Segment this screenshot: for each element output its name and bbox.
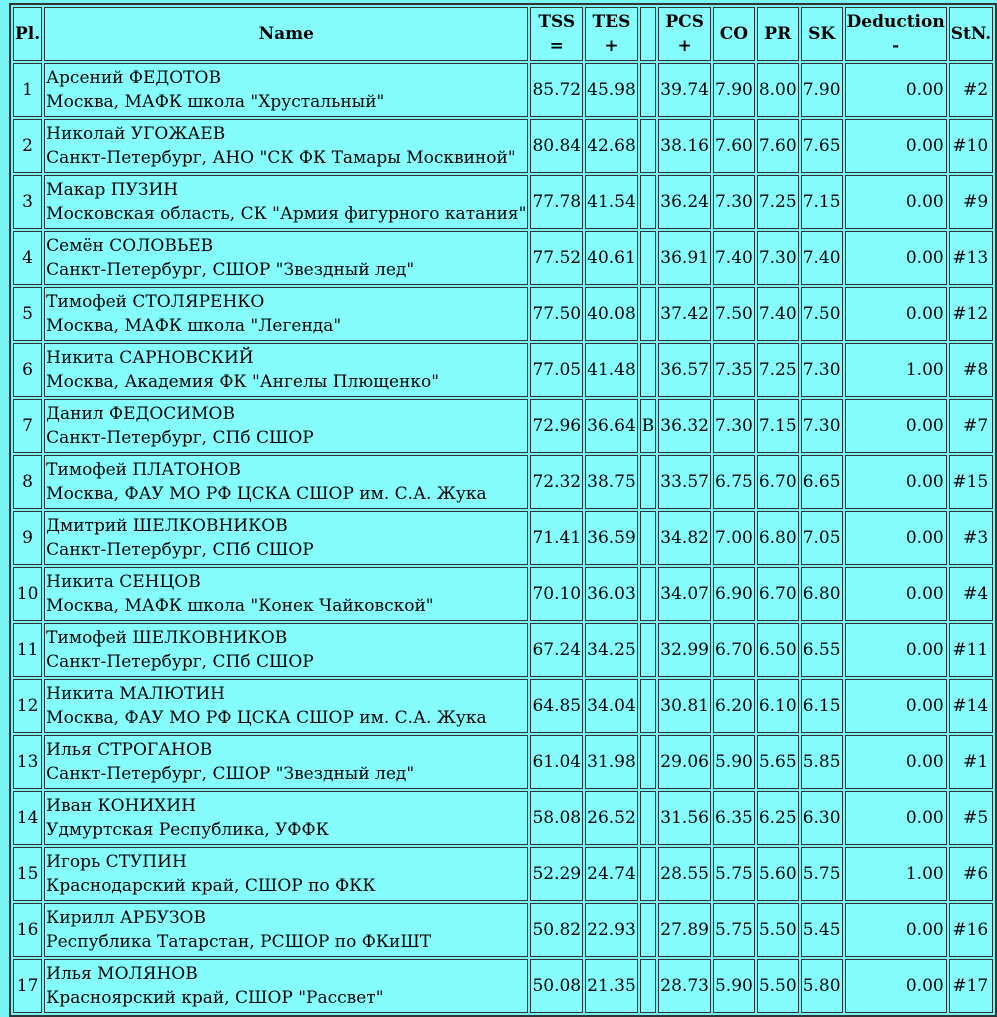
name-cell (44, 343, 528, 397)
header-name: Name (44, 7, 528, 61)
tss-cell: 77.52 (530, 231, 583, 285)
pcs-cell: 31.56 (658, 791, 711, 845)
element-flag-cell (640, 735, 657, 789)
skater-club: Красноярский край, СШОР "Рассвет" (46, 988, 384, 1008)
element-flag-cell (640, 175, 657, 229)
skater-name: Иван КОНИХИН (46, 796, 196, 816)
start-number-cell: #3 (949, 511, 994, 565)
deduction-cell: 0.00 (845, 735, 947, 789)
sk-cell: 6.80 (801, 567, 843, 621)
deduction-cell: 0.00 (845, 679, 947, 733)
element-flag-cell (640, 903, 657, 957)
place-cell: 4 (13, 231, 42, 285)
start-number-cell: #11 (949, 623, 994, 677)
skater-club: Москва, Академия ФК "Ангелы Плющенко" (46, 372, 440, 392)
pcs-cell: 33.57 (658, 455, 711, 509)
skater-club: Московская область, СК "Армия фигурного катания" (46, 204, 527, 224)
place-cell: 10 (13, 567, 42, 621)
sk-cell: 7.40 (801, 231, 843, 285)
skater-name: Арсений ФЕДОТОВ (46, 68, 221, 88)
name-cell (44, 455, 528, 509)
pr-cell: 6.25 (757, 791, 799, 845)
skater-club: Москва, ФАУ МО РФ ЦСКА СШОР им. С.А. Жука (46, 484, 487, 504)
tss-cell: 72.96 (530, 399, 583, 453)
pr-cell: 6.70 (757, 567, 799, 621)
sk-cell: 7.30 (801, 343, 843, 397)
skater-name: Данил ФЕДОСИМОВ (46, 404, 235, 424)
deduction-cell: 0.00 (845, 119, 947, 173)
place-cell: 12 (13, 679, 42, 733)
skater-club: Краснодарский край, СШОР по ФКК (46, 876, 376, 896)
header-place: Pl. (13, 7, 42, 61)
table-row (13, 399, 993, 453)
pcs-cell: 36.32 (658, 399, 711, 453)
start-number-cell: #2 (949, 63, 994, 117)
header-pcs-sub: + (677, 36, 692, 56)
header-co: CO (713, 7, 755, 61)
table-row (13, 63, 993, 117)
tss-cell: 72.32 (530, 455, 583, 509)
name-cell (44, 63, 528, 117)
name-cell (44, 847, 528, 901)
tss-cell: 85.72 (530, 63, 583, 117)
tss-cell: 61.04 (530, 735, 583, 789)
skater-name: Никита МАЛЮТИН (46, 684, 225, 704)
name-cell (44, 903, 528, 957)
header-row (13, 7, 993, 61)
tes-cell: 34.25 (585, 623, 638, 677)
element-flag-cell: B (640, 399, 657, 453)
tss-cell: 50.82 (530, 903, 583, 957)
start-number-cell: #5 (949, 791, 994, 845)
tss-cell: 58.08 (530, 791, 583, 845)
place-cell: 16 (13, 903, 42, 957)
pcs-cell: 36.57 (658, 343, 711, 397)
pr-cell: 6.70 (757, 455, 799, 509)
tss-cell: 77.05 (530, 343, 583, 397)
tes-cell: 42.68 (585, 119, 638, 173)
name-cell (44, 287, 528, 341)
tes-cell: 38.75 (585, 455, 638, 509)
results-table (9, 3, 997, 1017)
tes-cell: 40.08 (585, 287, 638, 341)
co-cell: 6.35 (713, 791, 755, 845)
sk-cell: 6.30 (801, 791, 843, 845)
pcs-cell: 37.42 (658, 287, 711, 341)
deduction-cell: 0.00 (845, 903, 947, 957)
header-tes-label: TES (592, 12, 631, 32)
tes-cell: 26.52 (585, 791, 638, 845)
skater-club: Санкт-Петербург, СПб СШОР (46, 428, 314, 448)
skater-club: Москва, ФАУ МО РФ ЦСКА СШОР им. С.А. Жука (46, 708, 487, 728)
header-deduction (845, 7, 947, 61)
start-number-cell: #10 (949, 119, 994, 173)
tss-cell: 70.10 (530, 567, 583, 621)
sk-cell: 7.90 (801, 63, 843, 117)
name-cell (44, 679, 528, 733)
start-number-cell: #16 (949, 903, 994, 957)
name-cell (44, 399, 528, 453)
deduction-cell: 0.00 (845, 959, 947, 1013)
tss-cell: 80.84 (530, 119, 583, 173)
sk-cell: 7.05 (801, 511, 843, 565)
deduction-cell: 1.00 (845, 343, 947, 397)
skater-name: Илья МОЛЯНОВ (46, 964, 198, 984)
table-row (13, 903, 993, 957)
sk-cell: 6.15 (801, 679, 843, 733)
place-cell: 1 (13, 63, 42, 117)
co-cell: 6.70 (713, 623, 755, 677)
element-flag-cell (640, 959, 657, 1013)
tss-cell: 50.08 (530, 959, 583, 1013)
skater-club: Санкт-Петербург, СШОР "Звездный лед" (46, 764, 415, 784)
element-flag-cell (640, 847, 657, 901)
skater-name: Тимофей ПЛАТОНОВ (46, 460, 241, 480)
element-flag-cell (640, 679, 657, 733)
header-tss-label: TSS (538, 12, 576, 32)
sk-cell: 5.80 (801, 959, 843, 1013)
pcs-cell: 34.82 (658, 511, 711, 565)
co-cell: 5.90 (713, 959, 755, 1013)
start-number-cell: #4 (949, 567, 994, 621)
pcs-cell: 36.24 (658, 175, 711, 229)
deduction-cell: 0.00 (845, 791, 947, 845)
co-cell: 7.30 (713, 399, 755, 453)
header-stn: StN. (949, 7, 994, 61)
pr-cell: 5.65 (757, 735, 799, 789)
co-cell: 7.90 (713, 63, 755, 117)
table-row (13, 287, 993, 341)
pr-cell: 7.25 (757, 175, 799, 229)
element-flag-cell (640, 119, 657, 173)
element-flag-cell (640, 511, 657, 565)
results-body (13, 63, 993, 1013)
skater-name: Никита СЕНЦОВ (46, 572, 201, 592)
start-number-cell: #8 (949, 343, 994, 397)
deduction-cell: 0.00 (845, 63, 947, 117)
co-cell: 7.40 (713, 231, 755, 285)
name-cell (44, 623, 528, 677)
table-row (13, 455, 993, 509)
co-cell: 7.00 (713, 511, 755, 565)
tss-cell: 77.50 (530, 287, 583, 341)
pcs-cell: 39.74 (658, 63, 711, 117)
tes-cell: 34.04 (585, 679, 638, 733)
name-cell (44, 511, 528, 565)
table-row (13, 623, 993, 677)
sk-cell: 6.55 (801, 623, 843, 677)
sk-cell: 7.30 (801, 399, 843, 453)
tes-cell: 45.98 (585, 63, 638, 117)
table-row (13, 847, 993, 901)
deduction-cell: 0.00 (845, 455, 947, 509)
place-cell: 2 (13, 119, 42, 173)
pcs-cell: 34.07 (658, 567, 711, 621)
header-pr: PR (757, 7, 799, 61)
start-number-cell: #14 (949, 679, 994, 733)
element-flag-cell (640, 455, 657, 509)
name-cell (44, 567, 528, 621)
start-number-cell: #15 (949, 455, 994, 509)
place-cell: 6 (13, 343, 42, 397)
sk-cell: 5.85 (801, 735, 843, 789)
place-cell: 3 (13, 175, 42, 229)
sk-cell: 7.65 (801, 119, 843, 173)
table-row (13, 791, 993, 845)
table-row (13, 567, 993, 621)
tes-cell: 21.35 (585, 959, 638, 1013)
pcs-cell: 28.73 (658, 959, 711, 1013)
skater-name: Макар ПУЗИН (46, 180, 179, 200)
skater-name: Илья СТРОГАНОВ (46, 740, 213, 760)
name-cell (44, 119, 528, 173)
skater-name: Никита САРНОВСКИЙ (46, 348, 254, 368)
pr-cell: 7.15 (757, 399, 799, 453)
element-flag-cell (640, 343, 657, 397)
pr-cell: 6.50 (757, 623, 799, 677)
pr-cell: 5.50 (757, 959, 799, 1013)
co-cell: 6.90 (713, 567, 755, 621)
sk-cell: 6.65 (801, 455, 843, 509)
tes-cell: 41.54 (585, 175, 638, 229)
co-cell: 5.75 (713, 903, 755, 957)
tes-cell: 41.48 (585, 343, 638, 397)
table-row (13, 735, 993, 789)
skater-club: Санкт-Петербург, АНО "СК ФК Тамары Москвиной" (46, 148, 516, 168)
header-tss-sub: = (549, 36, 564, 56)
table-row (13, 679, 993, 733)
header-pcs-label: PCS (665, 12, 704, 32)
start-number-cell: #7 (949, 399, 994, 453)
pcs-cell: 27.89 (658, 903, 711, 957)
tes-cell: 24.74 (585, 847, 638, 901)
pr-cell: 6.80 (757, 511, 799, 565)
co-cell: 6.20 (713, 679, 755, 733)
name-cell (44, 735, 528, 789)
pcs-cell: 30.81 (658, 679, 711, 733)
deduction-cell: 0.00 (845, 511, 947, 565)
header-element-flag (640, 7, 657, 61)
deduction-cell: 0.00 (845, 231, 947, 285)
place-cell: 15 (13, 847, 42, 901)
element-flag-cell (640, 287, 657, 341)
pcs-cell: 28.55 (658, 847, 711, 901)
co-cell: 7.30 (713, 175, 755, 229)
pr-cell: 6.10 (757, 679, 799, 733)
skater-club: Санкт-Петербург, СШОР "Звездный лед" (46, 260, 415, 280)
tes-cell: 22.93 (585, 903, 638, 957)
place-cell: 8 (13, 455, 42, 509)
skater-name: Дмитрий ШЕЛКОВНИКОВ (46, 516, 288, 536)
pcs-cell: 29.06 (658, 735, 711, 789)
pr-cell: 8.00 (757, 63, 799, 117)
deduction-cell: 0.00 (845, 567, 947, 621)
skater-name: Семён СОЛОВЬЕВ (46, 236, 214, 256)
tss-cell: 52.29 (530, 847, 583, 901)
co-cell: 7.60 (713, 119, 755, 173)
table-row (13, 343, 993, 397)
place-cell: 5 (13, 287, 42, 341)
header-tes-sub: + (604, 36, 619, 56)
skater-name: Тимофей ШЕЛКОВНИКОВ (46, 628, 288, 648)
skater-club: Москва, МАФК школа "Конек Чайковской" (46, 596, 434, 616)
pr-cell: 7.25 (757, 343, 799, 397)
table-row (13, 959, 993, 1013)
tss-cell: 64.85 (530, 679, 583, 733)
pr-cell: 7.30 (757, 231, 799, 285)
deduction-cell: 0.00 (845, 623, 947, 677)
pcs-cell: 38.16 (658, 119, 711, 173)
header-pcs (658, 7, 711, 61)
co-cell: 5.75 (713, 847, 755, 901)
co-cell: 7.50 (713, 287, 755, 341)
sk-cell: 7.15 (801, 175, 843, 229)
table-row (13, 175, 993, 229)
element-flag-cell (640, 791, 657, 845)
skater-club: Республика Татарстан, РСШОР по ФКиШТ (46, 932, 432, 952)
place-cell: 7 (13, 399, 42, 453)
pcs-cell: 36.91 (658, 231, 711, 285)
name-cell (44, 791, 528, 845)
place-cell: 17 (13, 959, 42, 1013)
deduction-cell: 0.00 (845, 175, 947, 229)
pr-cell: 7.40 (757, 287, 799, 341)
skater-name: Николай УГОЖАЕВ (46, 124, 226, 144)
header-deduction-sub: - (892, 36, 900, 56)
header-tss (530, 7, 583, 61)
name-cell (44, 175, 528, 229)
element-flag-cell (640, 231, 657, 285)
element-flag-cell (640, 623, 657, 677)
deduction-cell: 0.00 (845, 399, 947, 453)
co-cell: 5.90 (713, 735, 755, 789)
pr-cell: 7.60 (757, 119, 799, 173)
table-row (13, 119, 993, 173)
element-flag-cell (640, 567, 657, 621)
pcs-cell: 32.99 (658, 623, 711, 677)
tes-cell: 40.61 (585, 231, 638, 285)
start-number-cell: #17 (949, 959, 994, 1013)
skater-name: Игорь СТУПИН (46, 852, 187, 872)
place-cell: 11 (13, 623, 42, 677)
tss-cell: 71.41 (530, 511, 583, 565)
co-cell: 6.75 (713, 455, 755, 509)
tes-cell: 36.03 (585, 567, 638, 621)
skater-club: Санкт-Петербург, СПб СШОР (46, 652, 314, 672)
co-cell: 7.35 (713, 343, 755, 397)
skater-club: Санкт-Петербург, СПб СШОР (46, 540, 314, 560)
tss-cell: 67.24 (530, 623, 583, 677)
place-cell: 9 (13, 511, 42, 565)
tss-cell: 77.78 (530, 175, 583, 229)
table-row (13, 511, 993, 565)
header-sk: SK (801, 7, 843, 61)
tes-cell: 31.98 (585, 735, 638, 789)
name-cell (44, 231, 528, 285)
sk-cell: 5.45 (801, 903, 843, 957)
start-number-cell: #12 (949, 287, 994, 341)
pr-cell: 5.60 (757, 847, 799, 901)
sk-cell: 7.50 (801, 287, 843, 341)
skater-name: Тимофей СТОЛЯРЕНКО (46, 292, 265, 312)
place-cell: 14 (13, 791, 42, 845)
skater-club: Москва, МАФК школа "Легенда" (46, 316, 342, 336)
start-number-cell: #13 (949, 231, 994, 285)
start-number-cell: #6 (949, 847, 994, 901)
skater-name: Кирилл АРБУЗОВ (46, 908, 206, 928)
sk-cell: 5.75 (801, 847, 843, 901)
header-deduction-label: Deduction (846, 12, 945, 32)
start-number-cell: #1 (949, 735, 994, 789)
place-cell: 13 (13, 735, 42, 789)
skater-club: Москва, МАФК школа "Хрустальный" (46, 92, 385, 112)
skater-club: Удмуртская Республика, УФФК (46, 820, 329, 840)
deduction-cell: 1.00 (845, 847, 947, 901)
element-flag-cell (640, 63, 657, 117)
start-number-cell: #9 (949, 175, 994, 229)
header-tes (585, 7, 638, 61)
pr-cell: 5.50 (757, 903, 799, 957)
deduction-cell: 0.00 (845, 287, 947, 341)
tes-cell: 36.64 (585, 399, 638, 453)
name-cell (44, 959, 528, 1013)
tes-cell: 36.59 (585, 511, 638, 565)
table-row (13, 231, 993, 285)
